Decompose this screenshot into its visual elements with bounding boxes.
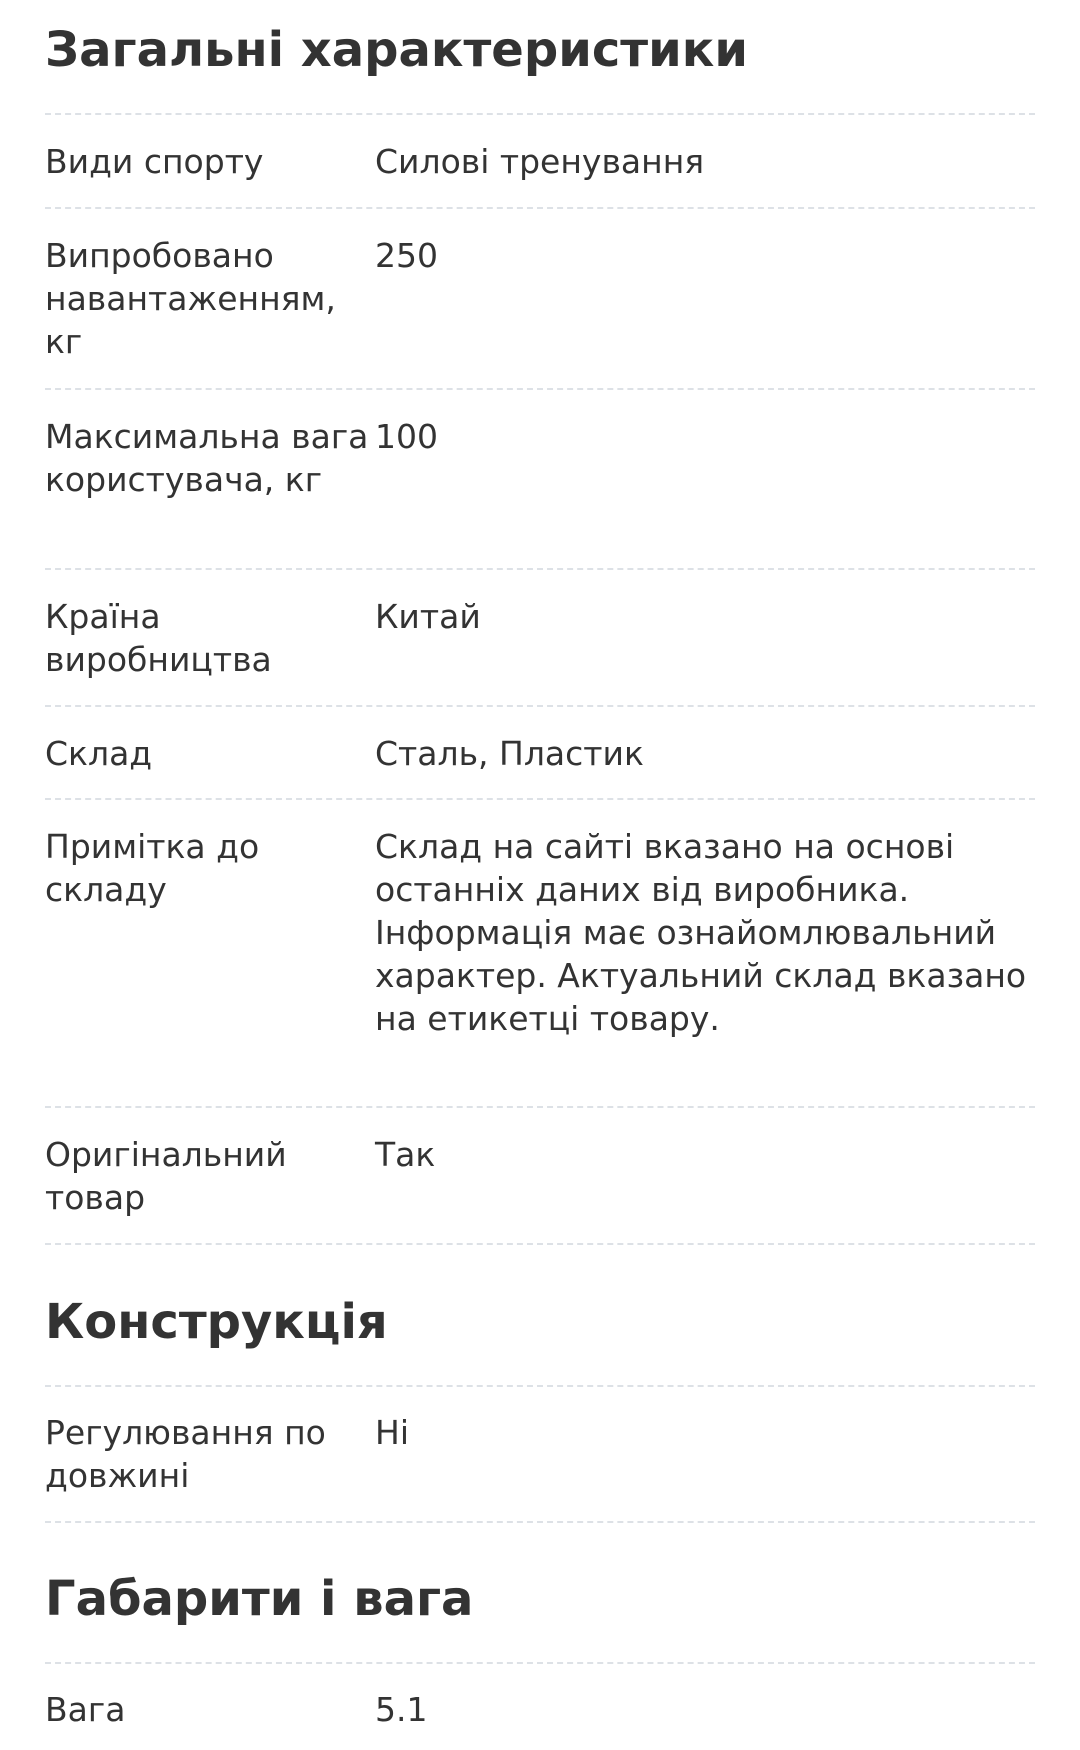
spec-row-composition — [45, 732, 1035, 775]
spec-label: Примітка до складу — [45, 827, 260, 909]
spec-row-sport-type — [45, 140, 1035, 183]
spec-value: Склад на сайті вказано на основі останніх даних від виробника. Інформація має ознайомлювальний характер. Актуальний склад вказано на етикетці товару. — [375, 827, 1027, 1038]
divider — [45, 388, 1035, 390]
spec-label: Вага — [45, 1690, 126, 1729]
divider — [45, 798, 1035, 800]
divider — [45, 1385, 1035, 1387]
divider — [45, 113, 1035, 115]
divider — [45, 1521, 1035, 1523]
spec-label: Країна виробництва — [45, 597, 272, 679]
spec-label: Склад — [45, 734, 153, 773]
divider — [45, 568, 1035, 570]
spec-row-length-adjustment — [45, 1411, 1035, 1497]
divider — [45, 705, 1035, 707]
spec-row-max-user-weight — [45, 415, 1035, 501]
spec-value: 5.1 — [375, 1690, 428, 1729]
divider — [45, 1106, 1035, 1108]
spec-value: Китай — [375, 597, 481, 636]
divider — [45, 1243, 1035, 1245]
spec-value: Так — [375, 1135, 436, 1174]
spec-value: Силові тренування — [375, 142, 705, 181]
section-title-construction: Конструкція — [45, 1294, 388, 1350]
section-title-dimensions: Габарити і вага — [45, 1571, 474, 1627]
spec-row-tested-load — [45, 234, 1035, 363]
spec-label: Випробовано навантаженням, кг — [45, 236, 336, 361]
spec-row-composition-note — [45, 825, 1035, 1040]
section-title-general: Загальні характеристики — [45, 22, 748, 78]
spec-row-original — [45, 1133, 1035, 1219]
spec-label: Оригінальний товар — [45, 1135, 287, 1217]
spec-value: 100 — [375, 417, 438, 456]
spec-label: Види спорту — [45, 142, 264, 181]
spec-row-country — [45, 595, 1035, 681]
spec-row-weight — [45, 1688, 1035, 1731]
spec-label: Максимальна вага користувача, кг — [45, 417, 369, 499]
spec-value: 250 — [375, 236, 438, 275]
spec-value: Ні — [375, 1413, 409, 1452]
spec-label: Регулювання по довжині — [45, 1413, 326, 1495]
divider — [45, 207, 1035, 209]
spec-value: Сталь, Пластик — [375, 734, 644, 773]
divider — [45, 1662, 1035, 1664]
